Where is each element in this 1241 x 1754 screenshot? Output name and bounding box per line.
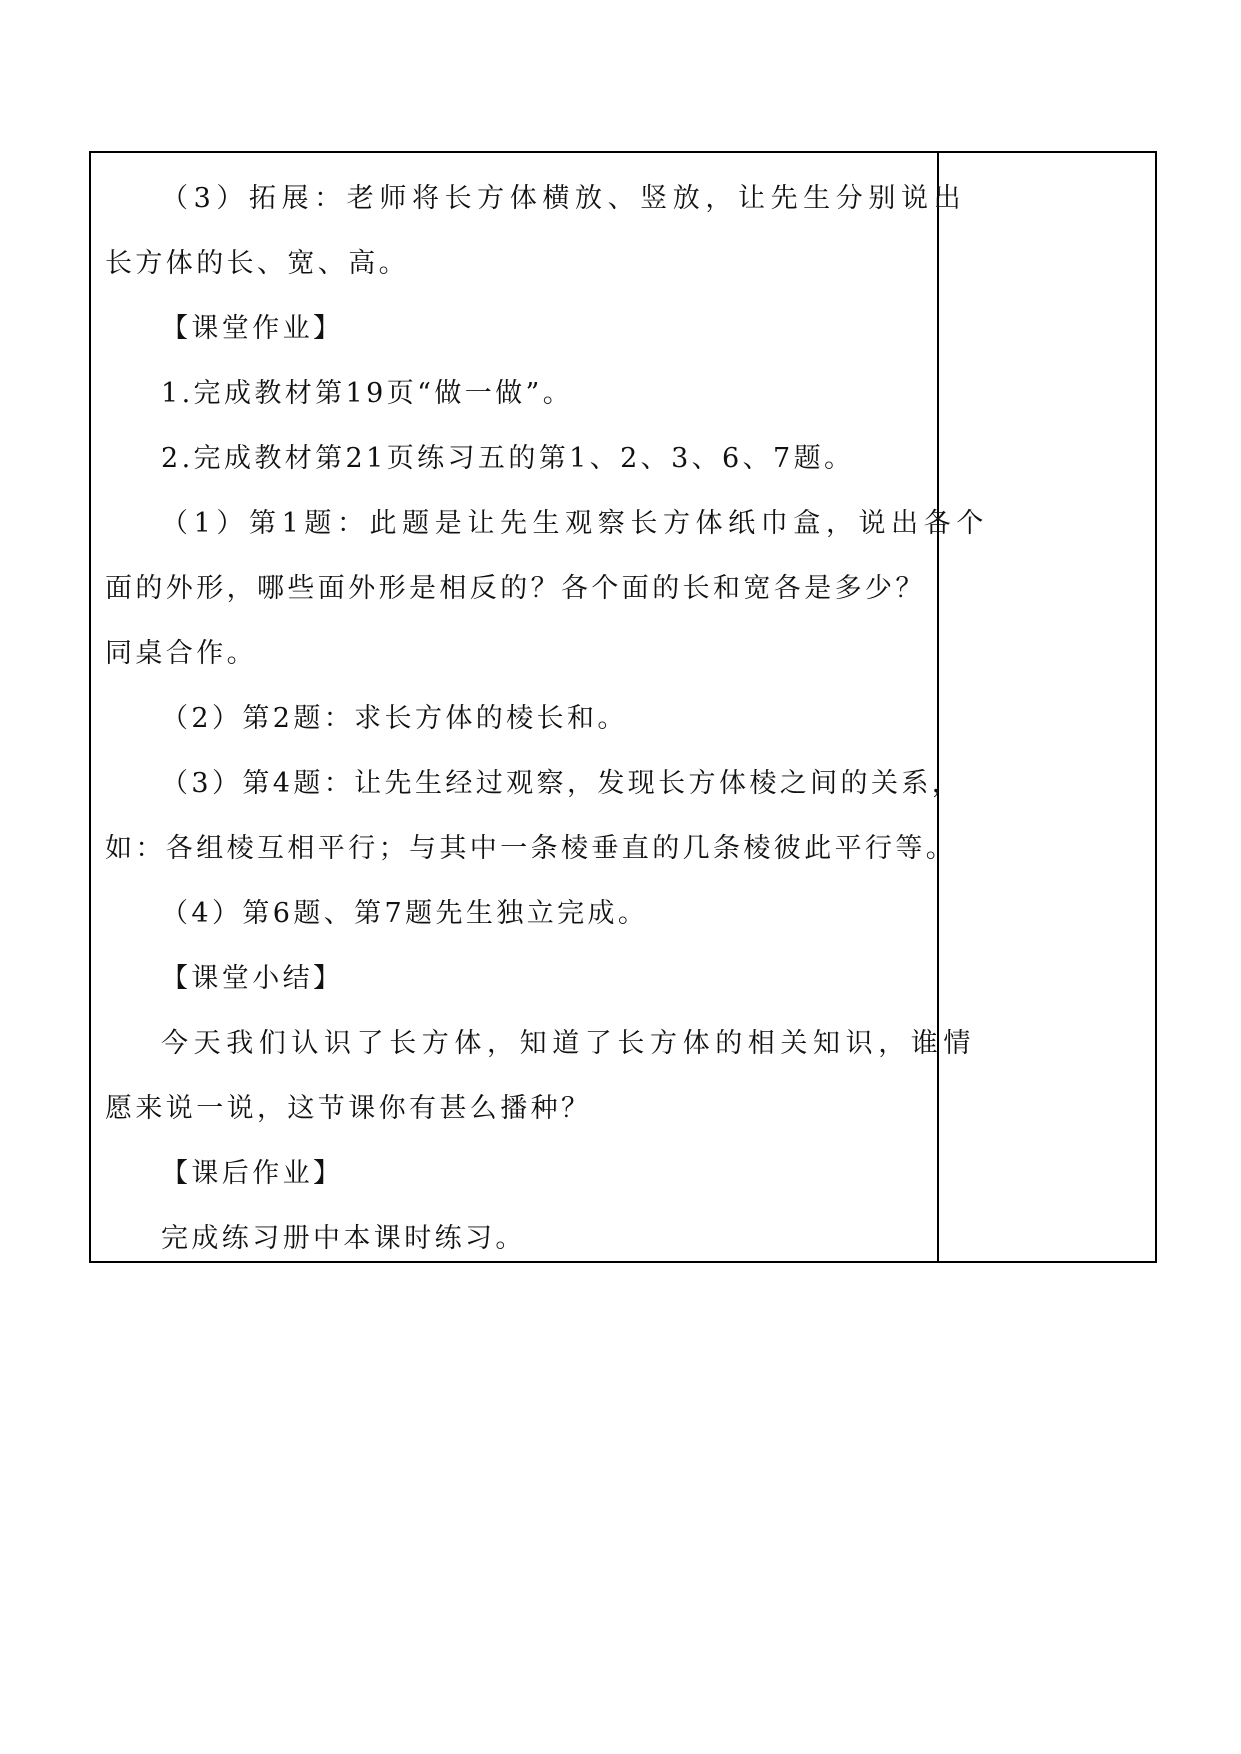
lesson-table: [89, 151, 1157, 1263]
text-line: 长方体的长、宽、高。: [105, 248, 409, 279]
section-heading-homework: 【课后作业】: [161, 1158, 344, 1189]
text-line: 同桌合作。: [105, 638, 257, 669]
text-line: （1）第1题：此题是让先生观察长方体纸巾盒，说出各个: [161, 508, 989, 539]
text-line: 完成练习册中本课时练习。: [161, 1223, 526, 1254]
text-line: 1.完成教材第19页“做一做”。: [161, 378, 574, 409]
lesson-content-cell: [91, 153, 989, 1261]
section-heading-summary: 【课堂小结】: [161, 963, 344, 994]
text-line: （2）第2题：求长方体的棱长和。: [161, 703, 628, 734]
text-line: 愿来说一说，这节课你有甚么播种？: [105, 1093, 592, 1124]
notes-cell: [939, 153, 1155, 1261]
text-line: 面的外形，哪些面外形是相反的？各个面的长和宽各是多少？: [105, 573, 926, 604]
text-line: 今天我们认识了长方体，知道了长方体的相关知识，谁情: [161, 1028, 976, 1059]
text-line: （4）第6题、第7题先生独立完成。: [161, 898, 649, 929]
text-line: （3）拓展：老师将长方体横放、竖放，让先生分别说出: [161, 183, 967, 214]
text-line: 如：各组棱互相平行；与其中一条棱垂直的几条棱彼此平行等。: [105, 833, 957, 864]
text-line: （3）第4题：让先生经过观察，发现长方体棱之间的关系，: [161, 768, 963, 799]
text-line: 2.完成教材第21页练习五的第1、2、3、6、7题。: [161, 443, 855, 474]
section-heading-classwork: 【课堂作业】: [161, 313, 344, 344]
